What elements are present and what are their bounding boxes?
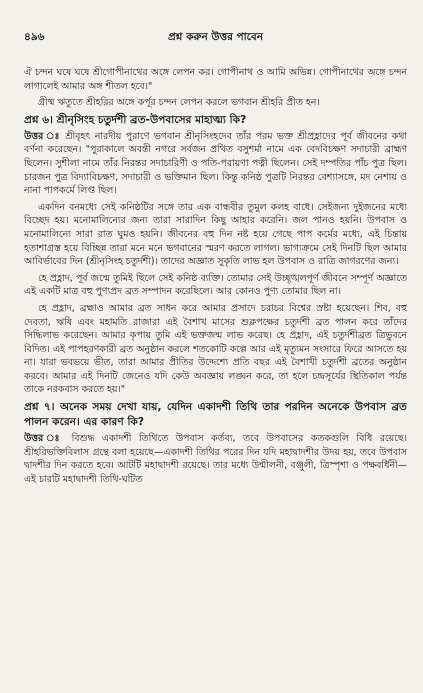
- page-body: [24, 66, 407, 685]
- question-text: অনেক সময় দেখা যায়, যেদিন একাদশী তিথি তার পরদিন অনেকে উপবাস ব্রত পালন করেন। এর কারণ কি?: [24, 401, 407, 429]
- answer-7-paragraph: [24, 432, 407, 486]
- paragraph: ঐ চন্দন ঘষে ঘষে শ্রীগোপীনাথের অঙ্গে লেপন কর। গোপীনাথ ও আমি অভিন্ন। গোপীনাথের অঙ্গে চন্দন লাগালেই আমার অঙ্গ শীতল হবে।": [24, 67, 407, 92]
- running-title: প্রশ্ন করুন উত্তর পাবেন: [167, 31, 264, 43]
- answer-label: উত্তর ঃ: [24, 433, 65, 445]
- answer-text: শ্রীবৃহৎ নারদীয় পুরাণে ভগবান শ্রীনৃসিংহদেব তাঁর পরম ভক্ত শ্রীপ্রহ্লাদের পূর্ব জীবনের কথা বর্ণনা করেছেন। "পুরাকালে অবন্তী নগরে সর্বজন প্রথিত বসুশর্মা নামে এক বেদবিচক্ষণ সদাচারী ব্রাহ্মণ ছিলেন। সুশীলা নামে তাঁর নিরন্তর সদাচারিণী ও পতি-পরায়ণা পত্নী ছিলেন। সেই দম্পতির পাঁচ পুত্র ছিল। চারজন পুত্র বিদ্যাবিচক্ষণ, সদাচারী ও ভক্তিমান ছিল। কিন্তু কনিষ্ঠ পুত্রটি নিরন্তর বেশ্যাসঙ্গে, মদ নেশায় ও নানা পাপকর্মে লিপ্ত ছিল।: [24, 130, 407, 197]
- question-7: [24, 400, 407, 430]
- page-number: ৪৯৬: [24, 31, 45, 43]
- answer-6-paragraph: [24, 130, 407, 198]
- paragraph: একদিন বনমধ্যে সেই কনিষ্ঠটির সঙ্গে তার এক বান্ধবীর তুমুল কলহ বাধে। সেইজন্য দুইজনের মধ্যে বিচ্ছেদ হয়। মনোমালিন্যের জন্য তারা সারাদিন কিছু আহার করেনি। জল পানও হয়নি। উপবাস ও মনোমালিন্যে সারা রাত ঘুমও হয়নি। জীবনের বহু দিন নষ্ট হয়ে গেছে পাপ কর্মের মধ্যে, এই চিন্তায় হতাশাগ্রস্ত হয়ে বিচ্ছিন্ন তারা মনে মনে ভগবানের স্মরণ করতে লাগল। ভাগ্যক্রমে সেই দিনটি ছিল আমার আবির্ভাবের দিন (শ্রীনৃসিংহ চতুর্দশী)। তাদের অজ্ঞাত সুকৃতি লাভ হল উপবাস ও রাত্রি জাগরণের জন্য।: [24, 201, 407, 268]
- paragraph: গ্রীষ্ম ঋতুতে শ্রীহরির অঙ্গে কর্পূর চন্দন লেপন করলে ভগবান শ্রীহরি প্রীত হন।: [38, 97, 320, 109]
- answer-text: বিশুদ্ধ একাদশী তিথিতে উপবাস কর্তব্য, তবে উপবাসের কতকগুলি বিধি রয়েছে। শ্রীহরিভক্তিবিলাস গ্রন্থে বলা হয়েছে—একাদশী তিথির পরের দিন যদি মহাদ্বাদশীর উদয় হয়, তবে উপবাস দ্বাদশীর দিন করতে হবে। আটটি মহাদ্বাদশী রয়েছে। তার মধ্যে উন্মীলনী, বঞ্জুলী, ত্রিস্পৃশা ও পক্ষবর্ধিনী—এই চারটি মহাদ্বাদশী তিথি-ঘটিত: [24, 433, 407, 485]
- question-text: শ্রীনৃসিংহ চতুর্দশী ব্রত-উপবাসের মাহাত্ম্য কি?: [56, 113, 247, 126]
- paragraph: হে প্রহ্লাদ, পূর্ব জন্মে তুমিই ছিলে সেই কনিষ্ঠ ব্যক্তি। তোমার সেই উচ্ছৃঙ্খলপূর্ণ জীবনে সম্পূর্ণ অজ্ঞাতে এই একটি মাত্র বহু পুণ্যপ্রদ ব্রত সম্পাদন করেছিলে। আর কোনও পুণ্য তোমার ছিল না।: [24, 272, 407, 298]
- answer-label: উত্তর ঃ: [24, 130, 61, 142]
- paragraph: হে প্রহ্লাদ, ব্রহ্মাও আমার ব্রত সাধন করে আমার প্রসাদে চরাচর বিশ্বের স্রষ্টা হয়েছেন। শিব, বহু দেবতা, ঋষি এবং মহামতি রাজারা এই বৈশাখ মাসের শুক্লপক্ষের চতুর্দশী ব্রত পালন করে তাঁদের সিদ্ধিলাভ করেছেন। আমার কৃপায় তুমি এই ভক্তজন্ম লাভ করেছ। হে প্রহ্লাদ, এই চতুর্দশীব্রত ত্রিভুবনে বিদিত। এই পাপহরণকারী ব্রত অনুষ্ঠান করলে শতকোটি কল্পে আর এই মৃত্যুমন সংসারে ফিরে আসতে হয় না। যারা ভবভয়ে ভীত, তারা আমার প্রীতির উদ্দেশ্যে প্রতি বছর এই বৈশাখী চতুর্দশী ব্রতের অনুষ্ঠান করবে। আমার এই দিনটি জেনেও যদি কেউ অবজ্ঞায় লঙ্ঘন করে, তা হলে চন্দ্রসূর্যের স্থিতিকাল পর্যন্ত তাকে নরকবাস করতে হয়।": [24, 302, 407, 396]
- question-6: [24, 113, 407, 128]
- question-label: প্রশ্ন ৭।: [24, 401, 55, 414]
- question-label: প্রশ্ন ৬।: [24, 113, 53, 126]
- page-header: [24, 30, 407, 44]
